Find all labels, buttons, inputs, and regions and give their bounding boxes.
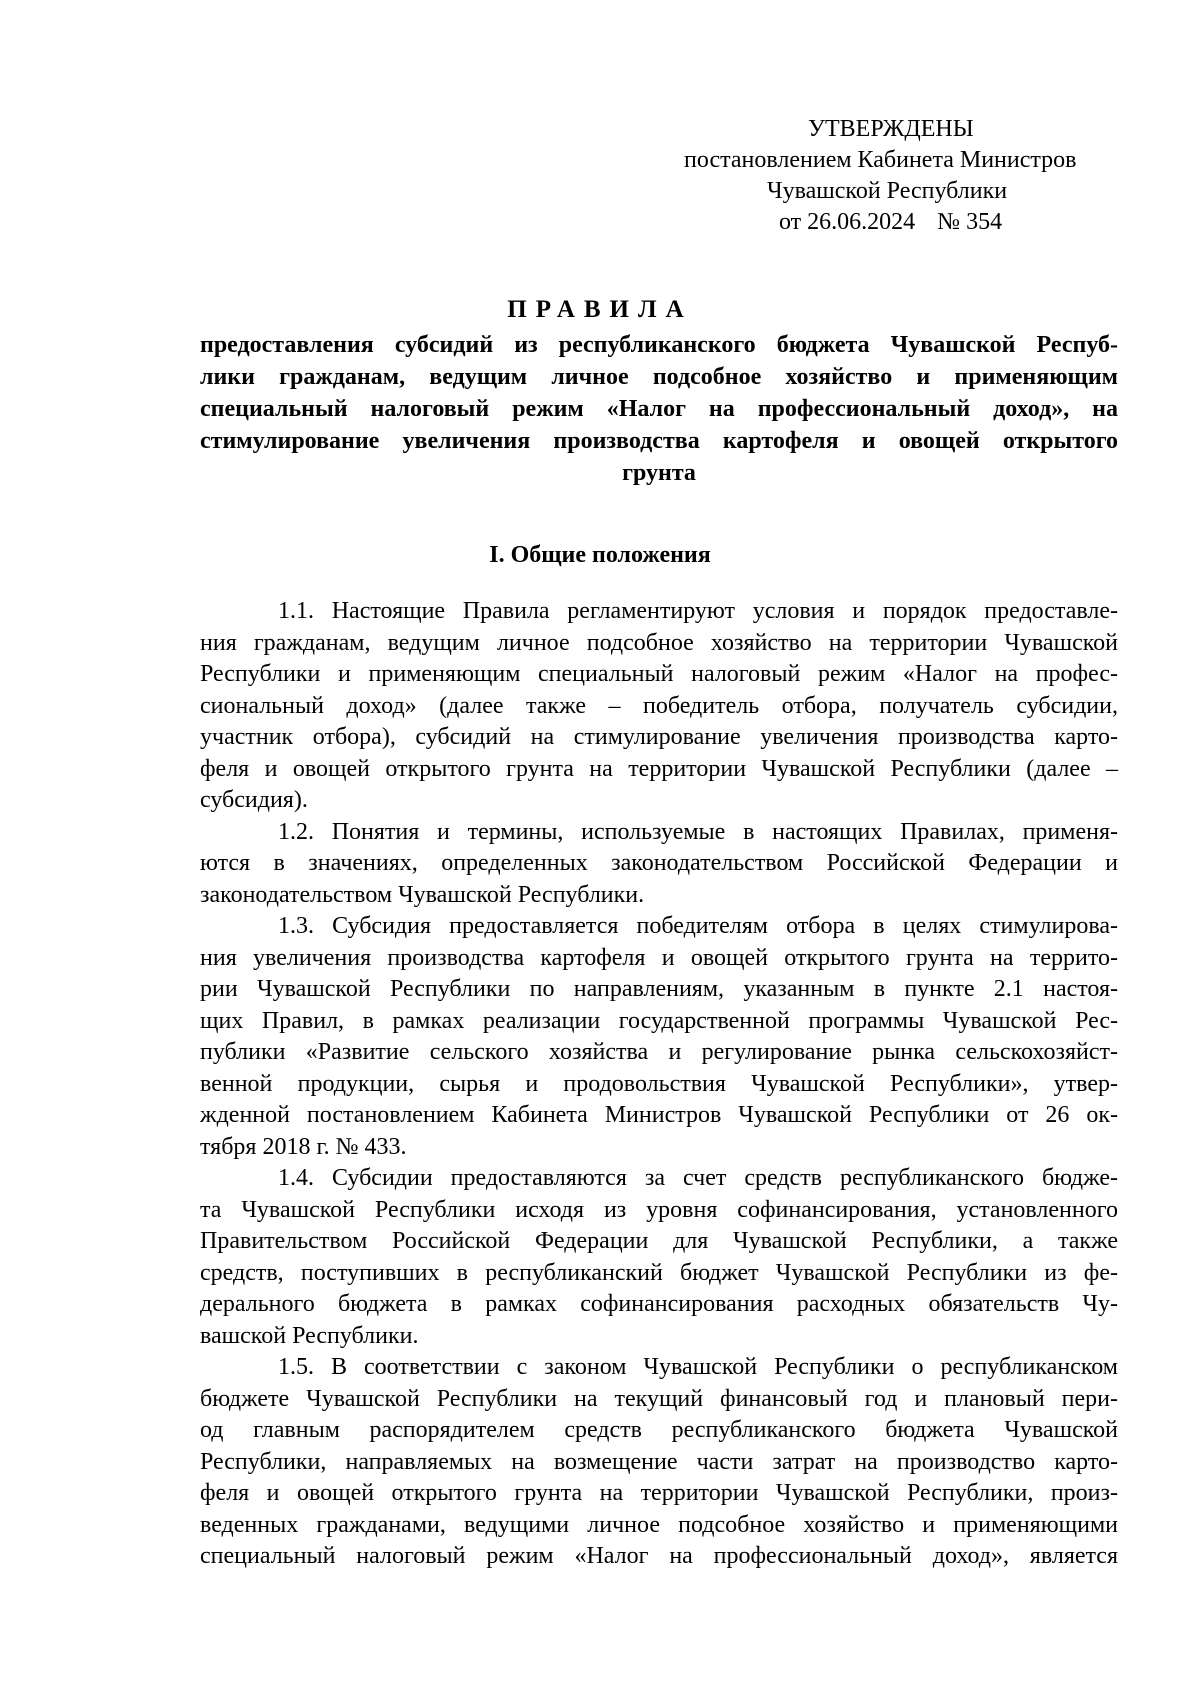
paragraph-line: субсидия). (200, 787, 308, 813)
paragraph-line: 1.4. Субсидии предоставляются за счет средств республиканского бюдже- (278, 1165, 1118, 1191)
paragraph-line: сиональный доход» (далее также – победитель отбора, получатель субсидии, (200, 692, 1118, 719)
paragraph-line: венной продукции, сырья и продовольствия Чувашской Республики», утвер- (200, 1070, 1118, 1097)
paragraph-line: специальный налоговый режим «Налог на профессиональный доход», является (200, 1543, 1118, 1569)
paragraph-line: законодательством Чувашской Республики. (200, 881, 645, 908)
approval-issuer: постановлением Кабинета Министров (684, 147, 1077, 173)
paragraph-line: та Чувашской Республики исходя из уровня софинансирования, установленного (200, 1196, 1118, 1223)
paragraph-line: публики «Развитие сельского хозяйства и регулирование рынка сельскохозяйст- (200, 1039, 1118, 1065)
paragraph-line: вашской Республики. (200, 1322, 419, 1349)
paragraph-line: Республики, направляемых на возмещение части затрат на производство карто- (200, 1448, 1118, 1475)
paragraph-line: Республики и применяющим специальный налоговый режим «Налог на профес- (200, 661, 1118, 687)
paragraph-line: 1.3. Субсидия предоставляется победителям отбора в целях стимулирова- (278, 913, 1118, 939)
paragraph-line: Правительством Российской Федерации для Чувашской Республики, а также (200, 1228, 1118, 1254)
approval-date-number (779, 207, 1002, 238)
paragraph-line: жденной постановлением Кабинета Министров Чувашской Республики от 26 ок- (200, 1102, 1118, 1128)
paragraph-line: ются в значениях, определенных законодательством Российской Федерации и (200, 850, 1118, 876)
paragraph-line: од главным распорядителем средств республиканского бюджета Чувашской (200, 1417, 1118, 1443)
paragraph-line: щих Правил, в рамках реализации государственной программы Чувашской Рес- (200, 1007, 1118, 1034)
paragraph-line: бюджете Чувашской Республики на текущий финансовый год и плановый пери- (200, 1385, 1118, 1412)
paragraph-line: 1.1. Настоящие Правила регламентируют условия и порядок предоставле- (278, 598, 1118, 624)
subtitle-line: специальный налоговый режим «Налог на профессиональный доход», на (200, 396, 1118, 422)
paragraph-line: ния гражданам, ведущим личное подсобное хозяйство на территории Чувашской (200, 629, 1118, 656)
paragraph-line: феля и овощей открытого грунта на территории Чувашской Республики (далее – (200, 755, 1118, 782)
subtitle-line: стимулирование увеличения производства картофеля и овощей открытого (200, 428, 1118, 454)
approval-region: Чувашской Республики (767, 178, 1008, 204)
paragraph-line: веденных гражданами, ведущими личное подсобное хозяйство и применяющими (200, 1511, 1118, 1538)
paragraph-line: феля и овощей открытого грунта на территории Чувашской Республики, произ- (200, 1480, 1118, 1506)
approval-date: от 26.06.2024 (779, 209, 916, 235)
approval-number: № 354 (937, 209, 1003, 235)
paragraph-line: участник отбора), субсидий на стимулирование увеличения производства карто- (200, 724, 1118, 750)
document-subtitle (200, 329, 1118, 489)
subtitle-line: грунта (622, 460, 696, 486)
paragraph-line: рии Чувашской Республики по направлениям, указанным в пункте 2.1 настоя- (200, 976, 1118, 1002)
approval-heading: УТВЕРЖДЕНЫ (808, 116, 974, 142)
paragraph-line: тября 2018 г. № 433. (200, 1133, 407, 1160)
paragraph-line: 1.2. Понятия и термины, используемые в настоящих Правилах, применя- (278, 818, 1118, 845)
document-title: ПРАВИЛА (507, 296, 693, 323)
subtitle-line: предоставления субсидий из республиканского бюджета Чувашской Респуб- (200, 332, 1118, 358)
section-heading: I. Общие положения (489, 542, 711, 568)
paragraph-line: ния увеличения производства картофеля и овощей открытого грунта на террито- (200, 944, 1118, 971)
body-text (200, 596, 1118, 1573)
paragraph-line: дерального бюджета в рамках софинансирования расходных обязательств Чу- (200, 1291, 1118, 1317)
paragraph-line: 1.5. В соответствии с законом Чувашской Республики о республиканском (278, 1354, 1118, 1380)
subtitle-line: лики гражданам, ведущим личное подсобное хозяйство и применяющим (200, 364, 1118, 390)
paragraph-line: средств, поступивших в республиканский бюджет Чувашской Республики из фе- (200, 1259, 1118, 1286)
